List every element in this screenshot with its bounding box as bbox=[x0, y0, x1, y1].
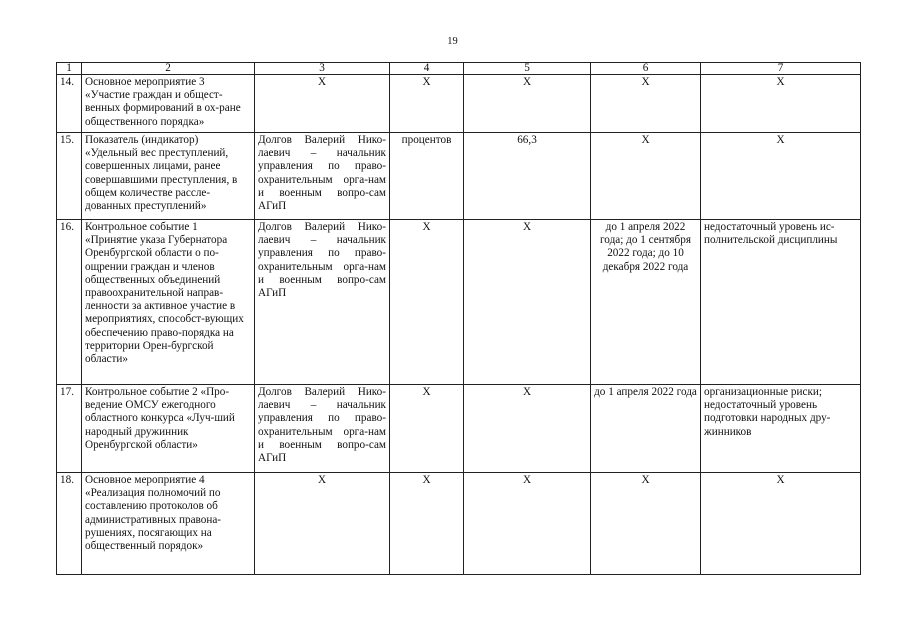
table-row bbox=[57, 133, 861, 220]
table-row bbox=[57, 385, 861, 473]
row-value: 66,3 bbox=[464, 133, 591, 220]
column-number-row bbox=[57, 63, 861, 75]
row-responsible: Долгов Валерий Нико-лаевич – начальник управления по право-охранительным орга-нам и военным вопро-сам АГиП bbox=[255, 385, 390, 473]
row-deadline: X bbox=[591, 133, 701, 220]
row-number: 14. bbox=[57, 75, 82, 133]
column-header: 6 bbox=[591, 63, 701, 75]
page-number: 19 bbox=[447, 36, 458, 47]
row-name: Контрольное событие 1 «Принятие указа Губернатора Оренбургской области о по-ощрении граждан и членов общественных объединений правоохранительной направ-ленности за активное участие в мероприятиях, способст-вующих обеспечению право-порядка на территории Орен-бургской области» bbox=[82, 220, 255, 385]
row-risks: недостаточный уровень ис-полнительской дисциплины bbox=[701, 220, 861, 385]
row-name: Контрольное событие 2 «Про-ведение ОМСУ ежегодного областного конкурса «Луч-ший народный дружинник Оренбургской области» bbox=[82, 385, 255, 473]
row-deadline: до 1 апреля 2022 года bbox=[591, 385, 701, 473]
column-header: 5 bbox=[464, 63, 591, 75]
column-header: 3 bbox=[255, 63, 390, 75]
row-name: Основное мероприятие 3 «Участие граждан и общест-венных формирований в ох-ране общественного порядка» bbox=[82, 75, 255, 133]
row-responsible: Долгов Валерий Нико-лаевич – начальник управления по право-охранительным орга-нам и военным вопро-сам АГиП bbox=[255, 133, 390, 220]
row-value: X bbox=[464, 220, 591, 385]
row-deadline: X bbox=[591, 75, 701, 133]
row-name: Основное мероприятие 4 «Реализация полномочий по составлению протоколов об административных правона-рушениях, посягающих на общественный порядок» bbox=[82, 473, 255, 575]
column-header: 1 bbox=[57, 63, 82, 75]
row-value: X bbox=[464, 473, 591, 575]
row-unit: X bbox=[390, 385, 464, 473]
column-header: 4 bbox=[390, 63, 464, 75]
row-risks: X bbox=[701, 75, 861, 133]
row-value: X bbox=[464, 385, 591, 473]
row-unit: процентов bbox=[390, 133, 464, 220]
row-risks: X bbox=[701, 473, 861, 575]
row-value: X bbox=[464, 75, 591, 133]
plan-table bbox=[56, 62, 861, 575]
row-risks: организационные риски; недостаточный уровень подготовки народных дру-жинников bbox=[701, 385, 861, 473]
row-unit: X bbox=[390, 473, 464, 575]
table-row bbox=[57, 75, 861, 133]
row-deadline: до 1 апреля 2022 года; до 1 сентября 2022 года; до 10 декабря 2022 года bbox=[591, 220, 701, 385]
column-header: 7 bbox=[701, 63, 861, 75]
row-number: 15. bbox=[57, 133, 82, 220]
row-number: 16. bbox=[57, 220, 82, 385]
row-number: 18. bbox=[57, 473, 82, 575]
row-responsible: X bbox=[255, 473, 390, 575]
row-number: 17. bbox=[57, 385, 82, 473]
row-responsible: X bbox=[255, 75, 390, 133]
row-name: Показатель (индикатор) «Удельный вес преступлений, совершенных лицами, ранее совершавшими преступления, в общем количестве рассле-дованных преступлений» bbox=[82, 133, 255, 220]
table-row bbox=[57, 220, 861, 385]
row-unit: X bbox=[390, 220, 464, 385]
row-responsible: Долгов Валерий Нико-лаевич – начальник управления по право-охранительным орга-нам и военным вопро-сам АГиП bbox=[255, 220, 390, 385]
table-row bbox=[57, 473, 861, 575]
row-unit: X bbox=[390, 75, 464, 133]
row-deadline: X bbox=[591, 473, 701, 575]
column-header: 2 bbox=[82, 63, 255, 75]
row-risks: X bbox=[701, 133, 861, 220]
